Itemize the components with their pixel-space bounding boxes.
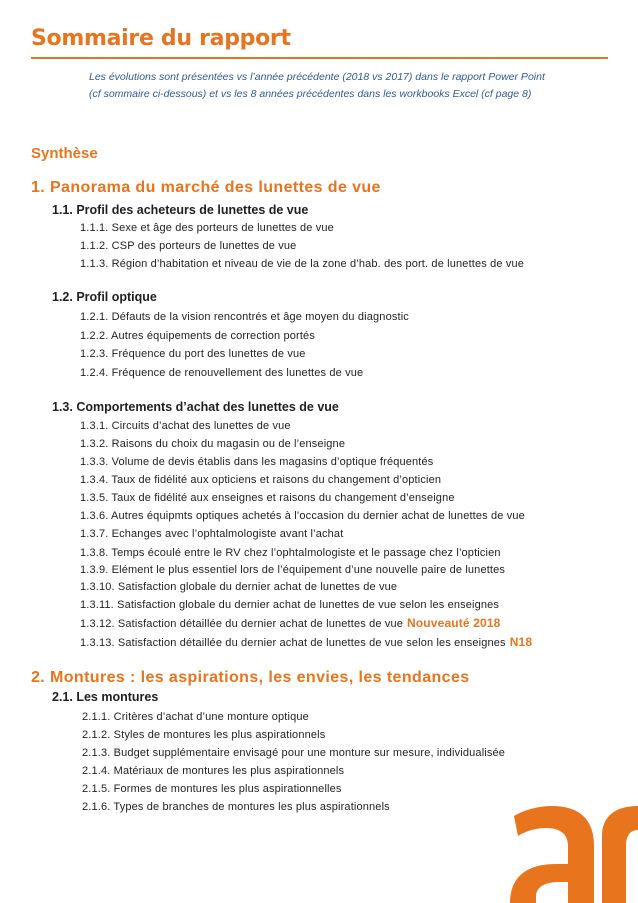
toc-item: 1.3.3. Volume de devis établis dans les magasins d’optique fréquentés	[80, 456, 434, 468]
toc-item: 1.2.3. Fréquence du port des lunettes de vue	[80, 348, 306, 360]
new-badge: Nouveauté 2018	[407, 616, 501, 630]
toc-item: 2.1.2. Styles de montures les plus aspirationnels	[82, 729, 326, 741]
toc-item: 1.3.8. Temps écoulé entre le RV chez l’ophtalmologiste et le passage chez l’opticien	[80, 547, 501, 559]
intro-line: (cf sommaire ci-dessous) et vs les 8 années précédentes dans les workbooks Excel (cf page 8)	[89, 88, 532, 100]
toc-item: 2.1.6. Types de branches de montures les plus aspirationnels	[82, 801, 390, 813]
ar-logo-icon	[508, 806, 638, 903]
toc-item: 2.1.4. Matériaux de montures les plus aspirationnels	[82, 765, 345, 777]
toc-item-label: 1.3.13. Satisfaction détaillée du dernier achat de lunettes de vue selon les enseignes	[80, 637, 506, 649]
toc-item: 1.1.1. Sexe et âge des porteurs de lunettes de vue	[80, 222, 334, 234]
toc-item: 1.3.7. Echanges avec l’ophtalmologiste avant l’achat	[80, 528, 344, 540]
section-heading: 1. Panorama du marché des lunettes de vue	[31, 179, 381, 196]
toc-item: 1.2.4. Fréquence de renouvellement des lunettes de vue	[80, 367, 364, 379]
subsection-heading: 1.2. Profil optique	[52, 290, 157, 304]
subsection-heading: 1.3. Comportements d’achat des lunettes de vue	[52, 400, 339, 414]
toc-item: 1.3.6. Autres équipmts optiques achetés à l’occasion du dernier achat de lunettes de vue	[80, 510, 525, 522]
subsection-heading: 2.1. Les montures	[52, 690, 159, 704]
toc-item: 1.3.10. Satisfaction globale du dernier achat de lunettes de vue	[80, 581, 398, 593]
toc-item	[80, 635, 532, 649]
page-title: Sommaire du rapport	[31, 26, 291, 51]
toc-item: 1.3.1. Circuits d’achat des lunettes de vue	[80, 420, 291, 432]
toc-item: 1.1.2. CSP des porteurs de lunettes de vue	[80, 240, 297, 252]
toc-item: 2.1.5. Formes de montures les plus aspirationnelles	[82, 783, 342, 795]
toc-item: 2.1.1. Critères d’achat d’une monture optique	[82, 711, 309, 723]
toc-item: 1.3.2. Raisons du choix du magasin ou de l’enseigne	[80, 438, 346, 450]
toc-item: 2.1.3. Budget supplémentaire envisagé pour une monture sur mesure, individualisée	[82, 747, 506, 759]
toc-item: 1.3.9. Elément le plus essentiel lors de l’équipement d’une nouvelle paire de lunettes	[80, 564, 506, 576]
toc-item: 1.3.5. Taux de fidélité aux enseignes et raisons du changement d’enseigne	[80, 492, 455, 504]
section-heading: 2. Montures : les aspirations, les envies, les tendances	[31, 669, 470, 686]
synthese-heading: Synthèse	[31, 145, 98, 162]
toc-item: 1.2.1. Défauts de la vision rencontrés et âge moyen du diagnostic	[80, 311, 409, 323]
new-badge: N18	[509, 635, 533, 649]
toc-item: 1.1.3. Région d’habitation et niveau de vie de la zone d’hab. des port. de lunettes de vue	[80, 258, 525, 270]
toc-item: 1.3.4. Taux de fidélité aux opticiens et raisons du changement d’opticien	[80, 474, 442, 486]
toc-item-label: 1.3.12. Satisfaction détaillée du dernier achat de lunettes de vue	[80, 618, 404, 630]
subsection-heading: 1.1. Profil des acheteurs de lunettes de vue	[52, 203, 309, 217]
toc-item: 1.3.11. Satisfaction globale du dernier achat de lunettes de vue selon les enseignes	[80, 599, 500, 611]
toc-item	[80, 616, 501, 630]
toc-item: 1.2.2. Autres équipements de correction portés	[80, 330, 315, 342]
intro-line: Les évolutions sont présentées vs l’année précédente (2018 vs 2017) dans le rapport Power Point	[89, 71, 545, 83]
